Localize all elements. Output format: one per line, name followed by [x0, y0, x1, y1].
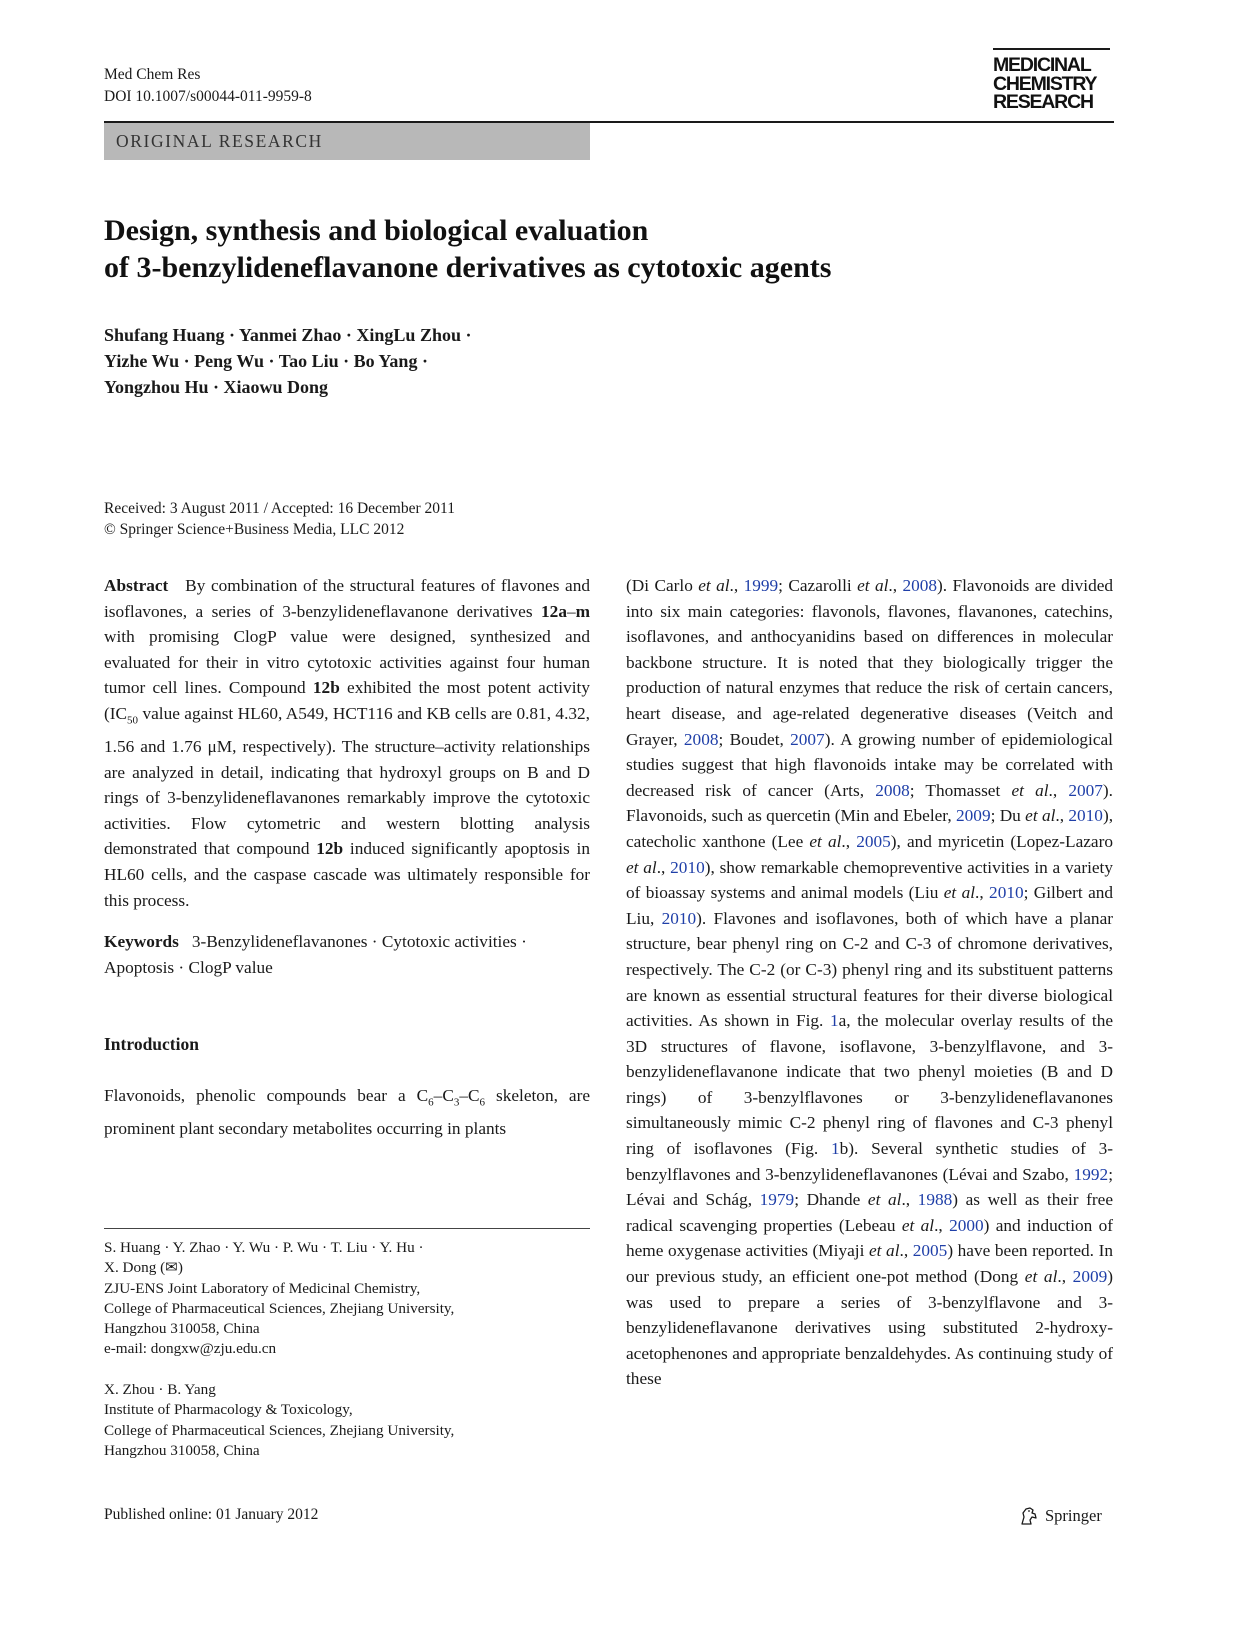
publisher-mark [1018, 1505, 1102, 1527]
abstract [104, 573, 590, 913]
affiliation-authors: S. Huang · Y. Zhao · Y. Wu · P. Wu · T. Liu · Y. Hu · [104, 1239, 424, 1256]
citation-link[interactable]: 2009 [1072, 1267, 1108, 1287]
email[interactable]: e-mail: dongxw@zju.edu.cn [104, 1340, 277, 1358]
intro-text: –C [459, 1085, 480, 1105]
italic-text: et al [867, 1190, 902, 1210]
affiliation-line: Institute of Pharmacology & Toxicology, [104, 1401, 353, 1419]
subscript: 6 [428, 1096, 434, 1109]
affiliation-line: Hangzhou 310058, China [104, 1320, 260, 1338]
body-text: ) was used to prepare a series of 3-benzylflavone and 3-benzylideneflavanone derivatives using substituted 2-hydroxy-acetophenones and appropriate benzaldehydes. As continuing study of these [626, 1267, 1113, 1389]
italic-text: et al [901, 1215, 935, 1235]
journal-logo [993, 48, 1110, 112]
intro-text: skeleton, are prominent plant secondary metabolites occurring in plants [104, 1085, 590, 1138]
citation-link[interactable]: 1992 [1073, 1164, 1109, 1184]
body-text: ), show remarkable chemopreventive activities in a variety of bioassay systems and animal models (Liu [626, 857, 1113, 903]
abstract-text: By combination of the structural features of flavones and isoflavones, a series of 3-benzylideneflavanone derivatives [104, 576, 591, 621]
citation-link[interactable]: 1979 [759, 1190, 795, 1210]
citation-link[interactable]: 1 [830, 1011, 839, 1031]
citation-link[interactable]: 2008 [902, 576, 938, 595]
right-column [626, 573, 1113, 1392]
compound-ref: m [575, 601, 590, 621]
citation-link[interactable]: 2009 [956, 806, 991, 826]
italic-text: et al [868, 1241, 900, 1261]
compound-ref: 12b [316, 839, 344, 859]
doi: DOI 10.1007/s00044-011-9959-8 [104, 88, 312, 105]
citation-link[interactable]: 2010 [670, 857, 705, 877]
introduction-continued [626, 573, 1113, 1392]
body-text: ; Dhande [794, 1190, 868, 1210]
keywords-text: 3-Benzylideneflavanones · Cytotoxic activities · Apoptosis · ClogP value [104, 932, 527, 977]
body-text: a, the molecular overlay results of the 3D structures of flavone, isoflavone, 3-benzylflavone, and 3-benzylideneflavanone indicate that two phenyl moieties (B and D rings) of 3-benzylflavones or 3-benzylideneflavanones simultaneously mimic C-2 phenyl ring of flavones and C-3 phenyl ring of isoflavones (Fig. [626, 1011, 1113, 1159]
body-text: ). Flavonoids are divided into six main categories: flavonols, flavones, flavanones, catechins, isoflavones, and anthocyanidins based on differences in molecular backbone structure. It is noted that they biologically trigger the production of natural enzymes that reduce the risk of certain cancers, heart disease, and age-related degenerative diseases (Veitch and Grayer, [626, 576, 1114, 749]
italic-text: et al [857, 576, 889, 595]
body-text: ( [626, 576, 632, 595]
body-text: ., [899, 1241, 913, 1261]
abstract-text: exhibited the most potent activity (IC [104, 678, 590, 723]
body-text: ., [1057, 1267, 1073, 1287]
body-text: ., [729, 576, 744, 595]
citation-link[interactable]: 1999 [743, 576, 779, 595]
affiliation-authors: X. Zhou · B. Yang [104, 1381, 216, 1398]
citation-link[interactable]: 2010 [661, 908, 697, 928]
body-text: ). Flavones and isoflavones, both of which have a planar structure, bear phenyl ring on C-2 and C-3 of chromone derivatives, respectively. The C-2 (or C-3) phenyl ring and its substituent patterns are known as essential structural features for their diverse biological activities. As shown in Fig. [626, 908, 1113, 1031]
body-text: ) have been reported. In our previous study, an efficient one-pot method (Dong [626, 1241, 1113, 1287]
published-online: Published online: 01 January 2012 [104, 1506, 319, 1523]
author-line: Shufang Huang · Yanmei Zhao · XingLu Zhou · [104, 325, 472, 345]
author-line: Yongzhou Hu · Xiaowu Dong [104, 377, 329, 397]
introduction-heading: Introduction [104, 1034, 199, 1055]
body-text: ; Du [990, 806, 1026, 826]
left-column [104, 573, 590, 1142]
keywords-heading: Keywords [104, 932, 179, 952]
journal-name: Med Chem Res [104, 66, 201, 83]
compound-ref: 12a [541, 601, 567, 621]
italic-text: et al [809, 831, 842, 851]
abstract-text: value against HL60, A549, HCT116 and KB cells are 0.81, 4.32, 1.56 and 1.76 μM, respectively). The structure–activity relationships are analyzed in detail, indicating that hydroxyl groups on B and D rings of 3-benzylideneflavanones remarkably improve the cytotoxic activities. Flow cytometric and western blotting analysis demonstrated that compound [104, 703, 590, 859]
body-text: ). A growing number of epidemiological studies suggest that high flavonoids intake may be correlated with decreased risk of cancer (Arts, [626, 729, 1113, 800]
citation-link[interactable]: 2000 [949, 1215, 984, 1235]
author-list [104, 322, 704, 400]
abstract-text: – [566, 601, 576, 621]
body-text: ; Lévai and Schág, [626, 1164, 1113, 1210]
body-text: ., [901, 1190, 918, 1210]
affiliation-line: Hangzhou 310058, China [104, 1441, 260, 1459]
title-line-2: of 3-benzylideneflavanone derivatives as cytotoxic agents [104, 251, 832, 284]
citation-link[interactable]: 1 [831, 1139, 840, 1159]
italic-text: et al [626, 857, 657, 877]
affiliation-line: ZJU-ENS Joint Laboratory of Medicinal Chemistry, [104, 1279, 421, 1297]
body-text: ). Flavonoids, such as quercetin (Min and Ebeler, [626, 780, 1113, 826]
citation-link[interactable]: 2010 [989, 883, 1024, 903]
logo-line-1: MEDICINAL [993, 54, 1091, 76]
body-text: ., [656, 857, 671, 877]
abstract-heading: Abstract [104, 576, 169, 595]
footnote-separator [104, 1228, 590, 1229]
author-line: Yizhe Wu · Peng Wu · Tao Liu · Bo Yang · [104, 351, 428, 371]
copyright: © Springer Science+Business Media, LLC 2012 [104, 521, 405, 538]
citation-link[interactable]: 2005 [912, 1241, 948, 1261]
corresponding-author: X. Dong (✉) [104, 1259, 183, 1277]
keywords [104, 929, 590, 980]
body-text: ., [888, 576, 903, 595]
italic-text: et al [1025, 806, 1056, 826]
introduction-paragraph [104, 1083, 590, 1142]
body-text: b). Several synthetic studies of 3-benzylflavones and 3-benzylideneflavanones (Lévai and Szabo, [626, 1139, 1114, 1184]
body-text: ; Gilbert and Liu, [626, 883, 1114, 928]
body-text: ; Thomasset [909, 780, 1012, 800]
journal-header [104, 64, 312, 108]
affiliation-2 [104, 1380, 590, 1461]
subscript: 3 [453, 1096, 460, 1109]
intro-text: –C [433, 1085, 454, 1105]
body-text: ., [841, 831, 857, 851]
body-text: ), and myricetin (Lopez-Lazaro [890, 831, 1113, 851]
citation-link[interactable]: 2008 [683, 729, 719, 749]
body-text: ; Cazarolli [778, 576, 858, 595]
italic-text: et al [1024, 1267, 1058, 1287]
citation-link[interactable]: 2007 [1068, 780, 1103, 800]
abstract-text: induced significantly apoptosis in HL60 cells, and the caspase cascade was ultimately responsible for this process. [104, 839, 590, 910]
logo-line-2: CHEMISTRY [993, 72, 1097, 95]
body-text: ., [934, 1215, 950, 1235]
publisher-name: Springer [1045, 1506, 1102, 1525]
citation-link[interactable]: 2005 [856, 831, 891, 851]
affiliation-line: College of Pharmaceutical Sciences, Zhejiang University, [104, 1421, 455, 1439]
body-text: ., [975, 883, 990, 903]
italic-text: et al [698, 576, 730, 595]
logo-bar [993, 48, 1110, 50]
springer-horse-icon [1018, 1505, 1040, 1527]
title-line-1: Design, synthesis and biological evaluation [104, 214, 649, 247]
received-accepted: Received: 3 August 2011 / Accepted: 16 December 2011 [104, 500, 455, 517]
body-text: ., [1055, 806, 1069, 826]
body-text: ) as well as their free radical scavenging properties (Lebeau [626, 1190, 1114, 1235]
paper-title [104, 212, 1104, 286]
abstract-text: with promising ClogP value were designed, synthesized and evaluated for their in vitro cytotoxic activities against four human tumor cell lines. Compound [104, 627, 590, 698]
section-label: ORIGINAL RESEARCH [116, 131, 323, 151]
body-text: ; Boudet, [718, 729, 791, 749]
italic-text: et al [943, 883, 976, 903]
citation-link[interactable]: 2008 [875, 780, 910, 800]
affiliation-1 [104, 1238, 590, 1360]
logo-line-3: RESEARCH [993, 91, 1093, 113]
citation-link[interactable]: 1988 [917, 1190, 953, 1210]
intro-text: Flavonoids, phenolic compounds bear a C [104, 1085, 429, 1105]
body-text: ) and induction of heme oxygenase activities (Miyaji [626, 1215, 1114, 1261]
body-text: ., [1048, 780, 1069, 800]
citation-link[interactable]: 2007 [790, 729, 825, 749]
subscript: 6 [479, 1096, 486, 1109]
compound-ref: 12b [312, 678, 340, 698]
citation-link[interactable]: 2010 [1068, 806, 1103, 826]
body-text: ), catecholic xanthone (Lee [626, 806, 1114, 851]
italic-text: et al [1011, 780, 1049, 800]
affiliation-line: College of Pharmaceutical Sciences, Zhejiang University, [104, 1299, 455, 1317]
publication-dates [104, 498, 704, 540]
subscript: 50 [127, 714, 139, 727]
body-text: Di Carlo [631, 576, 699, 595]
